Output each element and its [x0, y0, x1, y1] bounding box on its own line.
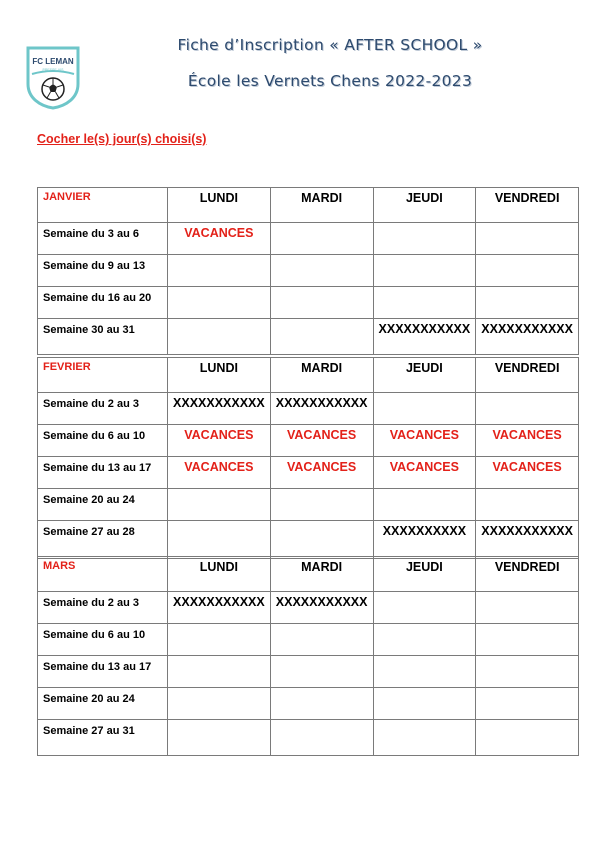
- day-checkbox-cell[interactable]: [270, 624, 373, 656]
- day-header: JEUDI: [373, 188, 476, 223]
- unavailable-cell: XXXXXXXXXX: [373, 521, 476, 559]
- week-row: [38, 592, 579, 624]
- day-checkbox-cell[interactable]: [270, 720, 373, 756]
- day-header: VENDREDI: [476, 557, 579, 592]
- day-checkbox-cell[interactable]: [373, 688, 476, 720]
- week-label: Semaine du 6 au 10: [38, 624, 168, 656]
- day-header: MARDI: [270, 557, 373, 592]
- week-row: [38, 393, 579, 425]
- day-checkbox-cell[interactable]: [373, 656, 476, 688]
- month-name: FEVRIER: [38, 358, 168, 393]
- table-header-row: [38, 188, 579, 223]
- logo-subtext: PRESSE-VIS: [42, 68, 64, 72]
- unavailable-cell: XXXXXXXXXXX: [373, 319, 476, 355]
- week-label: Semaine du 2 au 3: [38, 592, 168, 624]
- day-header: LUNDI: [168, 557, 271, 592]
- day-checkbox-cell[interactable]: [270, 489, 373, 521]
- day-checkbox-cell[interactable]: [270, 319, 373, 355]
- day-checkbox-cell[interactable]: [373, 255, 476, 287]
- day-checkbox-cell[interactable]: [373, 720, 476, 756]
- day-checkbox-cell[interactable]: [476, 624, 579, 656]
- day-header: LUNDI: [168, 358, 271, 393]
- day-checkbox-cell[interactable]: [476, 720, 579, 756]
- day-checkbox-cell[interactable]: [168, 319, 271, 355]
- page-subtitle: École les Vernets Chens 2022-2023: [187, 72, 473, 90]
- vacances-cell: VACANCES: [476, 425, 579, 457]
- day-checkbox-cell[interactable]: [373, 287, 476, 319]
- unavailable-cell: XXXXXXXXXXX: [168, 393, 271, 425]
- day-checkbox-cell[interactable]: [168, 521, 271, 559]
- day-checkbox-cell[interactable]: [476, 656, 579, 688]
- week-label: Semaine 27 au 31: [38, 720, 168, 756]
- day-checkbox-cell[interactable]: [476, 223, 579, 255]
- day-checkbox-cell[interactable]: [373, 393, 476, 425]
- week-label: Semaine du 3 au 6: [38, 223, 168, 255]
- day-checkbox-cell[interactable]: [270, 521, 373, 559]
- week-row: [38, 457, 579, 489]
- table-header-row: [38, 557, 579, 592]
- day-header: MARDI: [270, 188, 373, 223]
- unavailable-cell: XXXXXXXXXXX: [168, 592, 271, 624]
- day-checkbox-cell[interactable]: [373, 489, 476, 521]
- day-checkbox-cell[interactable]: [168, 624, 271, 656]
- week-label: Semaine du 6 au 10: [38, 425, 168, 457]
- week-row: [38, 489, 579, 521]
- day-checkbox-cell[interactable]: [168, 255, 271, 287]
- week-row: [38, 319, 579, 355]
- day-checkbox-cell[interactable]: [476, 393, 579, 425]
- day-checkbox-cell[interactable]: [168, 489, 271, 521]
- day-header: LUNDI: [168, 188, 271, 223]
- day-header: VENDREDI: [476, 358, 579, 393]
- day-checkbox-cell[interactable]: [476, 489, 579, 521]
- day-checkbox-cell[interactable]: [476, 592, 579, 624]
- unavailable-cell: XXXXXXXXXXX: [476, 521, 579, 559]
- page-title: Fiche d’Inscription « AFTER SCHOOL »: [177, 36, 483, 54]
- week-row: [38, 425, 579, 457]
- day-checkbox-cell[interactable]: [373, 592, 476, 624]
- week-row: [38, 521, 579, 559]
- day-checkbox-cell[interactable]: [168, 720, 271, 756]
- unavailable-cell: XXXXXXXXXXX: [270, 393, 373, 425]
- month-table-2: [37, 556, 579, 756]
- day-header: MARDI: [270, 358, 373, 393]
- logo-text: FC LEMAN: [32, 57, 74, 66]
- week-label: Semaine 27 au 28: [38, 521, 168, 559]
- month-name: JANVIER: [38, 188, 168, 223]
- week-label: Semaine du 16 au 20: [38, 287, 168, 319]
- week-label: Semaine 20 au 24: [38, 688, 168, 720]
- month-table-1: [37, 357, 579, 559]
- week-row: [38, 688, 579, 720]
- day-checkbox-cell[interactable]: [476, 688, 579, 720]
- vacances-cell: VACANCES: [270, 425, 373, 457]
- day-checkbox-cell[interactable]: [270, 223, 373, 255]
- day-header: VENDREDI: [476, 188, 579, 223]
- day-checkbox-cell[interactable]: [373, 223, 476, 255]
- week-label: Semaine 20 au 24: [38, 489, 168, 521]
- month-table-0: [37, 187, 579, 355]
- week-label: Semaine 30 au 31: [38, 319, 168, 355]
- day-checkbox-cell[interactable]: [476, 255, 579, 287]
- week-label: Semaine du 9 au 13: [38, 255, 168, 287]
- vacances-cell: VACANCES: [168, 425, 271, 457]
- vacances-cell: VACANCES: [373, 425, 476, 457]
- vacances-cell: VACANCES: [270, 457, 373, 489]
- day-checkbox-cell[interactable]: [270, 688, 373, 720]
- fc-leman-logo: [24, 44, 82, 110]
- week-row: [38, 255, 579, 287]
- day-checkbox-cell[interactable]: [168, 688, 271, 720]
- vacances-cell: VACANCES: [476, 457, 579, 489]
- month-name: MARS: [38, 557, 168, 592]
- week-row: [38, 287, 579, 319]
- week-row: [38, 223, 579, 255]
- day-checkbox-cell[interactable]: [270, 287, 373, 319]
- vacances-cell: VACANCES: [168, 457, 271, 489]
- day-checkbox-cell[interactable]: [270, 656, 373, 688]
- day-header: JEUDI: [373, 557, 476, 592]
- day-checkbox-cell[interactable]: [168, 287, 271, 319]
- week-label: Semaine du 13 au 17: [38, 457, 168, 489]
- vacances-cell: VACANCES: [168, 223, 271, 255]
- week-row: [38, 720, 579, 756]
- day-header: JEUDI: [373, 358, 476, 393]
- week-label: Semaine du 2 au 3: [38, 393, 168, 425]
- table-header-row: [38, 358, 579, 393]
- day-checkbox-cell[interactable]: [270, 255, 373, 287]
- day-checkbox-cell[interactable]: [168, 656, 271, 688]
- week-row: [38, 624, 579, 656]
- week-label: Semaine du 13 au 17: [38, 656, 168, 688]
- week-row: [38, 656, 579, 688]
- day-checkbox-cell[interactable]: [373, 624, 476, 656]
- instruction-text: Cocher le(s) jour(s) choisi(s): [37, 132, 207, 146]
- unavailable-cell: XXXXXXXXXXX: [270, 592, 373, 624]
- unavailable-cell: XXXXXXXXXXX: [476, 319, 579, 355]
- day-checkbox-cell[interactable]: [476, 287, 579, 319]
- vacances-cell: VACANCES: [373, 457, 476, 489]
